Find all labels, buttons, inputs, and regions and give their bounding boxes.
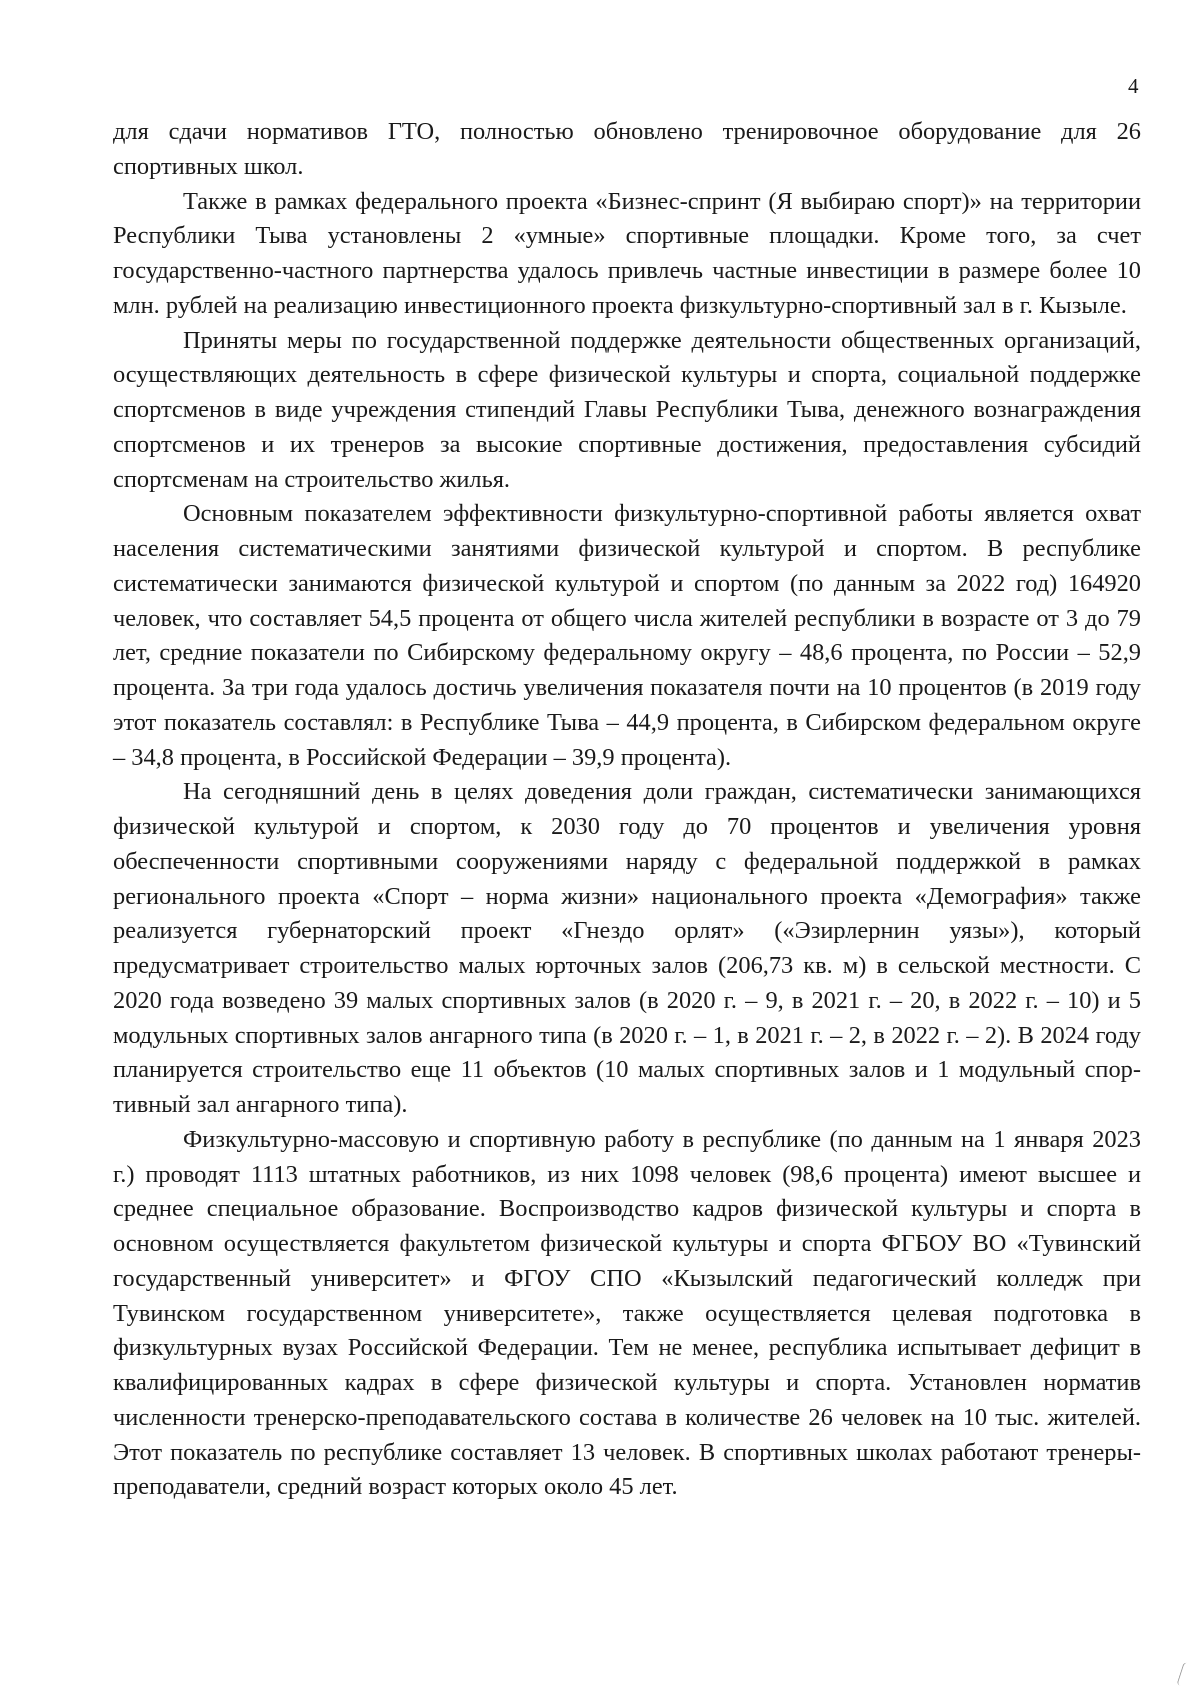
scan-edge-mark — [1176, 1662, 1188, 1686]
paragraph-5: На сегодняшний день в целях доведения доли граждан, систематически занимающихся физической культурой и спортом, к 2030 году до 70 процентов и увеличения уровня обеспеченности спортивными сооружениями наряду с федеральной поддержкой в рамках регионального проекта «Спорт – норма жизни» национального проекта «Демография» также реализуется губернаторский проект «Гнездо орлят» («Эзирлернин уязы»), который предусматривает строительство малых юрточных залов (206,73 кв. м) в сельской местности. С 2020 года возведено 39 малых спортивных залов (в 2020 г. – 9, в 2021 г. – 20, в 2022 г. – 10) и 5 модульных спортивных залов ангарного типа (в 2020 г. – 1, в 2021 г. – 2, в 2022 г. – 2). В 2024 году планируется строительство еще 11 объектов (10 малых спортивных залов и 1 модульный спортивный зал ангарного типа). — [113, 778, 1141, 1118]
page-number: 4 — [1128, 74, 1139, 98]
paragraph-4: Основным показателем эффективности физкультурно-спортивной работы является охват населения систематическими занятиями физической культурой и спортом. В республике систематически занимаются физической культурой и спортом (по данным за 2022 год) 164920 человек, что составляет 54,5 процента от общего числа жителей республики в возрасте от 3 до 79 лет, средние показатели по Сибирскому федеральному округу – 48,6 процента, по России – 52,9 процента. За три года удалось достичь увеличения показателя почти на 10 процентов (в 2019 году этот показатель составлял: в Республике Тыва – 44,9 процента, в Сибирском федеральном округе – 34,8 процента, в Российской Федерации – 39,9 процента). — [113, 500, 1141, 771]
paragraph-3: Приняты меры по государственной поддержке деятельности общественных организаций, осуществляющих деятельность в сфере физической культуры и спорта, социальной поддержке спортсменов в виде учреждения стипендий Главы Республики Тыва, денежного вознаграждения спортсменов и их тренеров за высокие спортивные достижения, предоставления субсидий спортсменам на строительство жилья. — [113, 326, 1141, 493]
paragraph-2: Также в рамках федерального проекта «Бизнес-спринт (Я выбираю спорт)» на территории Республики Тыва установлены 2 «умные» спортивные площадки. Кроме того, за счет государственно-частного партнерства удалось привлечь частные инвестиции в размере более 10 млн. рублей на реализацию инвестиционного проекта физкультурно-спортивный зал в г. Кызыле. — [113, 187, 1141, 319]
document-body — [113, 115, 1141, 1505]
paragraph-6: Физкультурно-массовую и спортивную работу в республике (по данным на 1 января 2023 г.) проводят 1113 штатных работников, из них 1098 человек (98,6 процента) имеют высшее и среднее специальное образование. Воспроизводство кадров физической культуры и спорта в основном осуществляется факультетом физической культуры и спорта ФГБОУ ВО «Тувинский государственный университет» и ФГОУ СПО «Кызылский педагогический колледж при Тувинском государственном университете», также осуществляется целевая подготовка в физкультурных вузах Российской Федерации. Тем не менее, республика испытывает дефицит в квалифицированных кадрах в сфере физической культуры и спорта. Установлен норматив численности тренерско-преподавательского состава в количестве 26 человек на 10 тыс. жителей. Этот показатель по республике составляет 13 человек. В спортивных школах работают тренеры-преподаватели, средний возраст которых около 45 лет. — [113, 1125, 1141, 1501]
paragraph-1: для сдачи нормативов ГТО, полностью обновлено тренировочное оборудование для 26 спортивных школ. — [113, 118, 1141, 180]
